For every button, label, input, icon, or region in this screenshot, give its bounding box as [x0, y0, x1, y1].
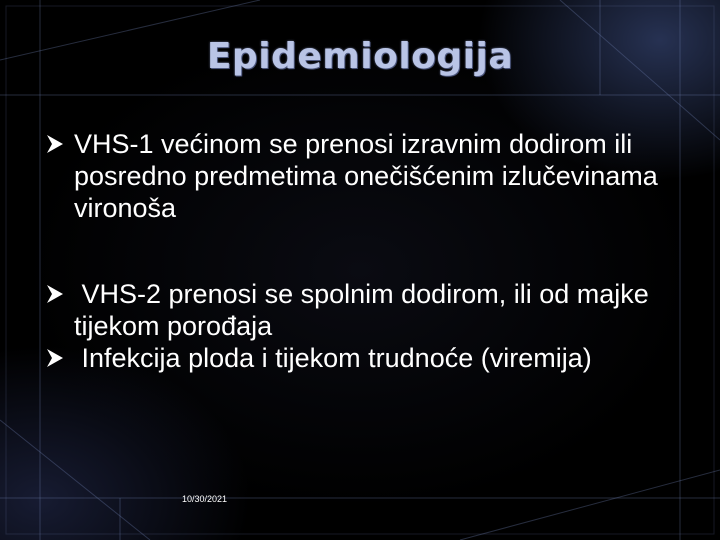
bullet-list [46, 128, 686, 374]
bullet-item [46, 278, 686, 342]
slide-date: 10/30/2021 [182, 494, 228, 504]
bullet-item [46, 128, 686, 224]
arrow-bullet-icon [46, 342, 70, 374]
slide-title: Epidemiologija [206, 36, 514, 77]
arrow-bullet-icon [46, 128, 70, 160]
bullet-text: VHS-2 prenosi se spolnim dodirom, ili od majke tijekom porođaja [74, 279, 657, 341]
bullet-text: VHS-1 većinom se prenosi izravnim dodirom ili posredno predmetima onečišćenim izlučevinama vironoša [74, 129, 658, 223]
bullet-item [46, 342, 686, 374]
bullet-text: Infekcija ploda i tijekom trudnoće (viremija) [74, 343, 592, 373]
arrow-bullet-icon [46, 278, 70, 310]
